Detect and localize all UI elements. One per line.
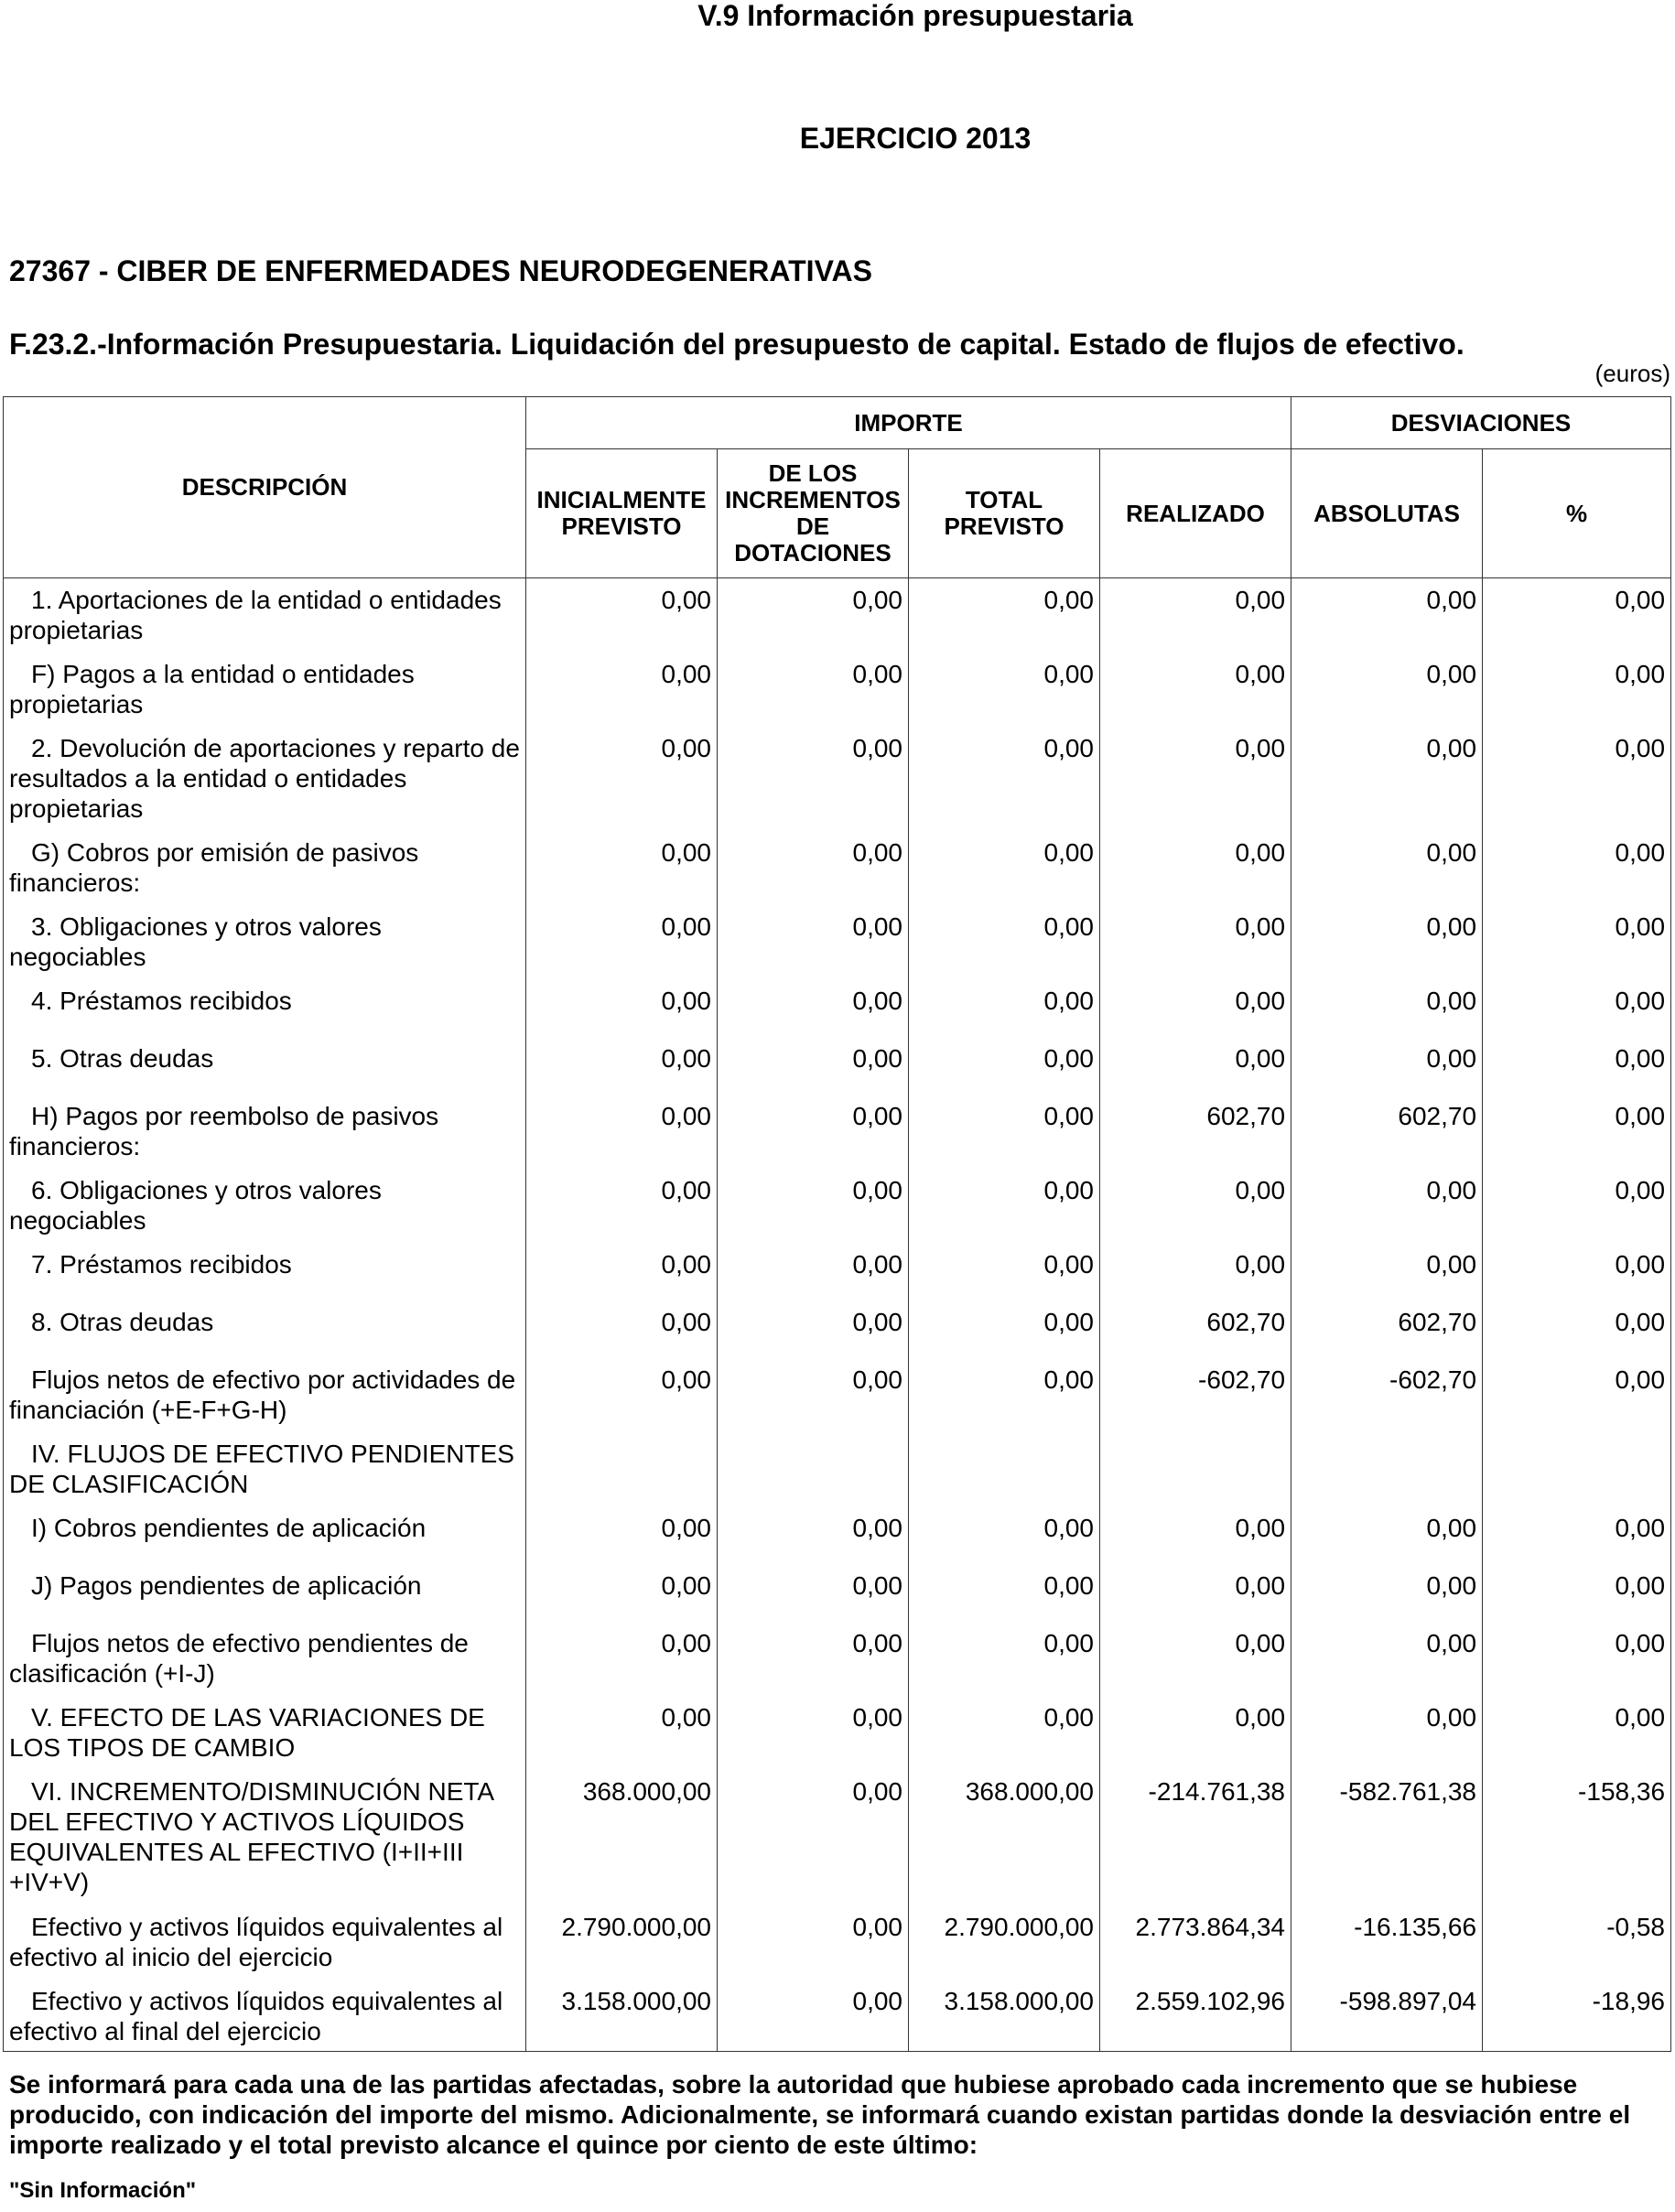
cell-inicialmente-previsto: 0,00: [526, 1243, 718, 1300]
cell-total-previsto: 0,00: [909, 1358, 1100, 1432]
cell-absolutas: 0,00: [1291, 1169, 1483, 1243]
no-information-label: "Sin Información": [9, 2178, 197, 2203]
footer-note: Se informará para cada una de las partidas afectadas, sobre la autoridad que hubiese aprobado cada incremento que se hubiese producido, con indicación del importe del mismo. Adicionalmente, se informará cuando existan partidas donde la desviación entre el importe realizado y el total previsto alcance el quince por ciento de este último:: [9, 2070, 1631, 2159]
table-body: [4, 578, 1671, 2052]
group-desviaciones: DESVIACIONES: [1291, 397, 1671, 449]
cell-realizado: 602,70: [1100, 1095, 1291, 1169]
cell-inicialmente-previsto: 0,00: [526, 1696, 718, 1770]
row-description: G) Cobros por emisión de pasivos financieros:: [4, 831, 526, 905]
cell-realizado: 0,00: [1100, 1564, 1291, 1622]
cell-total-previsto: 0,00: [909, 1696, 1100, 1770]
group-header-row: [4, 397, 1671, 449]
table-row: [4, 905, 1671, 979]
row-description: 6. Obligaciones y otros valores negociables: [4, 1169, 526, 1243]
cell-porcentaje: 0,00: [1483, 1037, 1671, 1095]
cell-absolutas: 0,00: [1291, 578, 1483, 653]
table-row: [4, 1300, 1671, 1358]
table-row: [4, 1432, 1671, 1506]
row-description: 7. Préstamos recibidos: [4, 1243, 526, 1300]
row-description: VI. INCREMENTO/DISMINUCIÓN NETA DEL EFECTIVO Y ACTIVOS LÍQUIDOS EQUIVALENTES AL EFECTIVO (I+II+III +IV+V): [4, 1770, 526, 1905]
cell-realizado: 2.773.864,34: [1100, 1905, 1291, 1980]
cell-absolutas: 0,00: [1291, 905, 1483, 979]
table-row: [4, 1095, 1671, 1169]
row-description: F) Pagos a la entidad o entidades propietarias: [4, 653, 526, 727]
cell-incrementos: 0,00: [718, 1905, 909, 1980]
row-description: Flujos netos de efectivo por actividades de financiación (+E-F+G-H): [4, 1358, 526, 1432]
cell-total-previsto: 0,00: [909, 979, 1100, 1037]
cell-inicialmente-previsto: 0,00: [526, 653, 718, 727]
row-description: H) Pagos por reembolso de pasivos financieros:: [4, 1095, 526, 1169]
currency-unit: (euros): [1594, 360, 1670, 387]
cell-inicialmente-previsto: 0,00: [526, 979, 718, 1037]
cell-total-previsto: 0,00: [909, 1564, 1100, 1622]
table-row: [4, 1506, 1671, 1564]
row-description: IV. FLUJOS DE EFECTIVO PENDIENTES DE CLASIFICACIÓN: [4, 1432, 526, 1506]
form-title: F.23.2.-Información Presupuestaria. Liquidación del presupuesto de capital. Estado de flujos de efectivo.: [9, 328, 1464, 361]
cell-porcentaje: 0,00: [1483, 1300, 1671, 1358]
cell-realizado: [1100, 1432, 1291, 1506]
cell-incrementos: 0,00: [718, 578, 909, 653]
cell-absolutas: -602,70: [1291, 1358, 1483, 1432]
row-description: 4. Préstamos recibidos: [4, 979, 526, 1037]
cell-realizado: 0,00: [1100, 831, 1291, 905]
cell-total-previsto: 0,00: [909, 905, 1100, 979]
cell-porcentaje: [1483, 1432, 1671, 1506]
cell-absolutas: -16.135,66: [1291, 1905, 1483, 1980]
cell-total-previsto: 3.158.000,00: [909, 1980, 1100, 2052]
table-row: [4, 1037, 1671, 1095]
cell-total-previsto: 0,00: [909, 727, 1100, 831]
cell-absolutas: [1291, 1432, 1483, 1506]
cell-incrementos: 0,00: [718, 1564, 909, 1622]
cell-inicialmente-previsto: 2.790.000,00: [526, 1905, 718, 1980]
cell-incrementos: 0,00: [718, 653, 909, 727]
cell-porcentaje: 0,00: [1483, 831, 1671, 905]
cell-total-previsto: 0,00: [909, 653, 1100, 727]
row-description: 2. Devolución de aportaciones y reparto de resultados a la entidad o entidades propietarias: [4, 727, 526, 831]
row-description: 3. Obligaciones y otros valores negociables: [4, 905, 526, 979]
row-description: Efectivo y activos líquidos equivalentes al efectivo al inicio del ejercicio: [4, 1905, 526, 1980]
cell-absolutas: 0,00: [1291, 727, 1483, 831]
cell-incrementos: 0,00: [718, 1300, 909, 1358]
cell-inicialmente-previsto: 0,00: [526, 1622, 718, 1696]
cell-incrementos: 0,00: [718, 1095, 909, 1169]
cell-incrementos: [718, 1432, 909, 1506]
cell-absolutas: -598.897,04: [1291, 1980, 1483, 2052]
col-total-previsto: TOTAL PREVISTO: [909, 449, 1100, 578]
exercise-year: EJERCICIO 2013: [799, 122, 1032, 155]
cell-incrementos: 0,00: [718, 727, 909, 831]
cell-incrementos: 0,00: [718, 1506, 909, 1564]
cell-incrementos: 0,00: [718, 1169, 909, 1243]
row-description: 5. Otras deudas: [4, 1037, 526, 1095]
cell-absolutas: 602,70: [1291, 1300, 1483, 1358]
cell-realizado: 0,00: [1100, 727, 1291, 831]
cell-porcentaje: -0,58: [1483, 1905, 1671, 1980]
cell-realizado: 0,00: [1100, 1696, 1291, 1770]
entity-name: 27367 - CIBER DE ENFERMEDADES NEURODEGENERATIVAS: [9, 254, 872, 287]
cell-realizado: 2.559.102,96: [1100, 1980, 1291, 2052]
cell-realizado: 0,00: [1100, 1243, 1291, 1300]
cell-incrementos: 0,00: [718, 1358, 909, 1432]
cell-realizado: -214.761,38: [1100, 1770, 1291, 1905]
section-title: V.9 Información presupuestaria: [697, 0, 1133, 32]
cell-total-previsto: 0,00: [909, 831, 1100, 905]
table-row: [4, 1622, 1671, 1696]
cell-inicialmente-previsto: 0,00: [526, 831, 718, 905]
cell-inicialmente-previsto: 0,00: [526, 1506, 718, 1564]
cell-total-previsto: 2.790.000,00: [909, 1905, 1100, 1980]
cell-absolutas: 0,00: [1291, 1622, 1483, 1696]
cell-porcentaje: 0,00: [1483, 1696, 1671, 1770]
cell-total-previsto: 0,00: [909, 1243, 1100, 1300]
cell-porcentaje: 0,00: [1483, 653, 1671, 727]
row-description: I) Cobros pendientes de aplicación: [4, 1506, 526, 1564]
table-row: [4, 1770, 1671, 1905]
cell-realizado: 602,70: [1100, 1300, 1291, 1358]
cell-inicialmente-previsto: 0,00: [526, 1300, 718, 1358]
cell-porcentaje: 0,00: [1483, 1506, 1671, 1564]
cell-total-previsto: 0,00: [909, 1169, 1100, 1243]
cell-porcentaje: 0,00: [1483, 578, 1671, 653]
cell-porcentaje: 0,00: [1483, 979, 1671, 1037]
cell-realizado: 0,00: [1100, 578, 1291, 653]
cell-inicialmente-previsto: 0,00: [526, 1564, 718, 1622]
col-inicialmente-previsto: INICIALMENTE PREVISTO: [526, 449, 718, 578]
cell-total-previsto: 368.000,00: [909, 1770, 1100, 1905]
group-importe: IMPORTE: [526, 397, 1291, 449]
cell-inicialmente-previsto: 0,00: [526, 1095, 718, 1169]
cell-porcentaje: -18,96: [1483, 1980, 1671, 2052]
row-description: V. EFECTO DE LAS VARIACIONES DE LOS TIPOS DE CAMBIO: [4, 1696, 526, 1770]
cell-incrementos: 0,00: [718, 1622, 909, 1696]
row-description: 1. Aportaciones de la entidad o entidades propietarias: [4, 578, 526, 653]
cell-inicialmente-previsto: 3.158.000,00: [526, 1980, 718, 2052]
cell-total-previsto: 0,00: [909, 578, 1100, 653]
cell-incrementos: 0,00: [718, 905, 909, 979]
cell-inicialmente-previsto: 368.000,00: [526, 1770, 718, 1905]
col-incrementos: DE LOS INCREMENTOS DE DOTACIONES: [718, 449, 909, 578]
cell-absolutas: 0,00: [1291, 653, 1483, 727]
cash-flow-table: [3, 396, 1671, 2052]
cell-inicialmente-previsto: 0,00: [526, 1169, 718, 1243]
table-row: [4, 979, 1671, 1037]
cell-realizado: -602,70: [1100, 1358, 1291, 1432]
table-row: [4, 831, 1671, 905]
cell-realizado: 0,00: [1100, 653, 1291, 727]
cell-absolutas: 0,00: [1291, 1564, 1483, 1622]
row-description: J) Pagos pendientes de aplicación: [4, 1564, 526, 1622]
cell-total-previsto: 0,00: [909, 1095, 1100, 1169]
table-row: [4, 1905, 1671, 1980]
cell-porcentaje: 0,00: [1483, 1243, 1671, 1300]
cell-incrementos: 0,00: [718, 1037, 909, 1095]
cell-porcentaje: 0,00: [1483, 1358, 1671, 1432]
cell-realizado: 0,00: [1100, 1169, 1291, 1243]
cell-inicialmente-previsto: 0,00: [526, 905, 718, 979]
cell-incrementos: 0,00: [718, 979, 909, 1037]
cell-absolutas: 0,00: [1291, 1037, 1483, 1095]
table-row: [4, 727, 1671, 831]
cell-porcentaje: 0,00: [1483, 1095, 1671, 1169]
col-realizado: REALIZADO: [1100, 449, 1291, 578]
cell-incrementos: 0,00: [718, 831, 909, 905]
cell-total-previsto: 0,00: [909, 1506, 1100, 1564]
cell-absolutas: -582.761,38: [1291, 1770, 1483, 1905]
cell-inicialmente-previsto: 0,00: [526, 1358, 718, 1432]
cell-porcentaje: 0,00: [1483, 905, 1671, 979]
table-row: [4, 578, 1671, 653]
table-row: [4, 1564, 1671, 1622]
cell-inicialmente-previsto: 0,00: [526, 578, 718, 653]
col-absolutas: ABSOLUTAS: [1291, 449, 1483, 578]
cell-realizado: 0,00: [1100, 905, 1291, 979]
cell-total-previsto: 0,00: [909, 1300, 1100, 1358]
table-row: [4, 1358, 1671, 1432]
cell-realizado: 0,00: [1100, 1506, 1291, 1564]
cell-absolutas: 0,00: [1291, 1506, 1483, 1564]
table-row: [4, 1169, 1671, 1243]
cell-incrementos: 0,00: [718, 1770, 909, 1905]
cell-total-previsto: 0,00: [909, 1037, 1100, 1095]
cell-absolutas: 0,00: [1291, 1243, 1483, 1300]
row-description: 8. Otras deudas: [4, 1300, 526, 1358]
cell-incrementos: 0,00: [718, 1696, 909, 1770]
cell-incrementos: 0,00: [718, 1243, 909, 1300]
cell-porcentaje: 0,00: [1483, 1564, 1671, 1622]
col-descripcion: DESCRIPCIÓN: [4, 397, 526, 578]
cell-realizado: 0,00: [1100, 1037, 1291, 1095]
table-row: [4, 1696, 1671, 1770]
cell-realizado: 0,00: [1100, 1622, 1291, 1696]
row-description: Flujos netos de efectivo pendientes de clasificación (+I-J): [4, 1622, 526, 1696]
cell-absolutas: 0,00: [1291, 979, 1483, 1037]
cell-total-previsto: 0,00: [909, 1622, 1100, 1696]
table-row: [4, 1980, 1671, 2052]
table-row: [4, 653, 1671, 727]
table-row: [4, 1243, 1671, 1300]
cell-porcentaje: -158,36: [1483, 1770, 1671, 1905]
cell-absolutas: 602,70: [1291, 1095, 1483, 1169]
cell-porcentaje: 0,00: [1483, 1622, 1671, 1696]
cell-absolutas: 0,00: [1291, 1696, 1483, 1770]
cell-incrementos: 0,00: [718, 1980, 909, 2052]
cell-realizado: 0,00: [1100, 979, 1291, 1037]
col-porcentaje: %: [1483, 449, 1671, 578]
cell-porcentaje: 0,00: [1483, 1169, 1671, 1243]
cell-absolutas: 0,00: [1291, 831, 1483, 905]
cell-porcentaje: 0,00: [1483, 727, 1671, 831]
cell-total-previsto: [909, 1432, 1100, 1506]
row-description: Efectivo y activos líquidos equivalentes al efectivo al final del ejercicio: [4, 1980, 526, 2052]
cell-inicialmente-previsto: [526, 1432, 718, 1506]
cell-inicialmente-previsto: 0,00: [526, 1037, 718, 1095]
cell-inicialmente-previsto: 0,00: [526, 727, 718, 831]
